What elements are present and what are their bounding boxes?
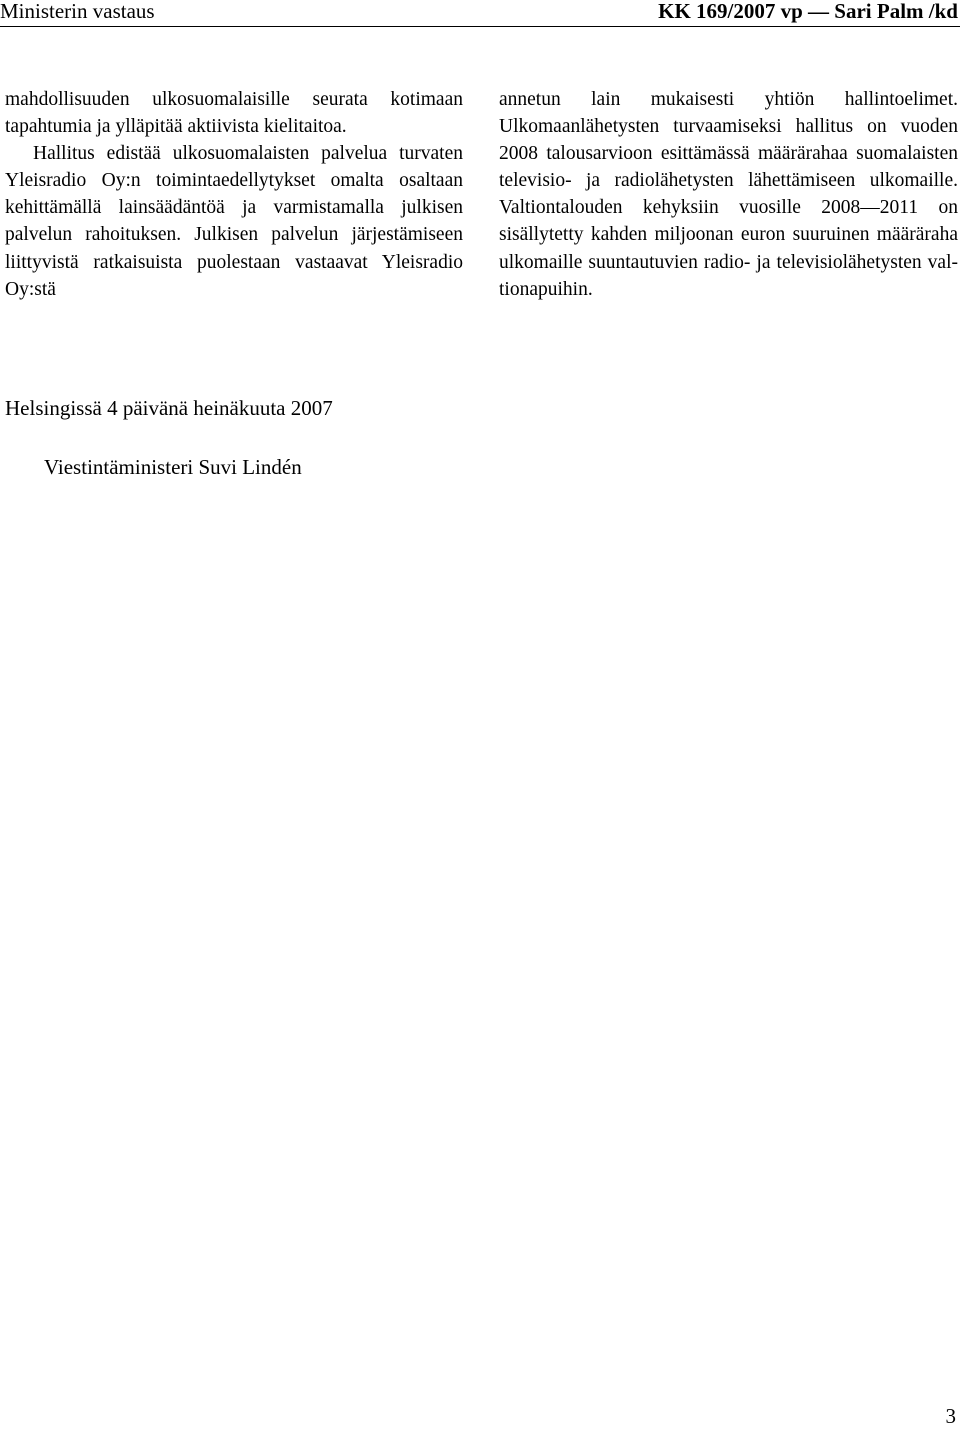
place-and-date: Helsingissä 4 päivänä heinäkuuta 2007: [5, 396, 333, 420]
page-header: [0, 0, 960, 28]
minister-signature: Viestintäministeri Suvi Lindén: [44, 455, 302, 479]
left-paragraph-continuation: mahdollisuuden ulkosuomalaisille seurata kotimaan tapahtumia ja ylläpitää aktiivista kielitaitoa.: [5, 89, 463, 138]
right-paragraph-continuation: annetun lain mukaisesti yhtiön hallintoelimet. Ulkomaanlähetysten turvaamiseksi hallitus on vuoden 2008 talousarvioon esittämässä määrärahaa suomalaisten televisio- ja radiolähetysten lähettämiseen ulkomaille. Valtiontalouden kehyksiin vuosille 2008—2011 on sisällytetty kahden miljoonan euron suuruinen määräraha ulkomaille suuntautuvien radio- ja televisiolähetysten valtionapuihin.: [499, 89, 958, 300]
left-paragraph-government: Hallitus edistää ulkosuomalaisten palvelua turvaten Yleisradio Oy:n toimintaedellytykset omalta osaltaan kehittämällä lainsäädäntöä ja varmistamalla julkisen palvelun rahoituksen. Julkisen palvelun järjestämiseen liittyvistä ratkaisuista puolestaan vastaavat Yleisradio Oy:stä: [5, 143, 463, 300]
header-rule: [0, 26, 960, 27]
right-column: [499, 86, 958, 303]
document-reference: KK 169/2007 vp — Sari Palm /kd: [658, 0, 958, 23]
section-title: Ministerin vastaus: [0, 0, 155, 23]
left-column: [5, 86, 463, 303]
page-number: 3: [945, 1404, 956, 1428]
